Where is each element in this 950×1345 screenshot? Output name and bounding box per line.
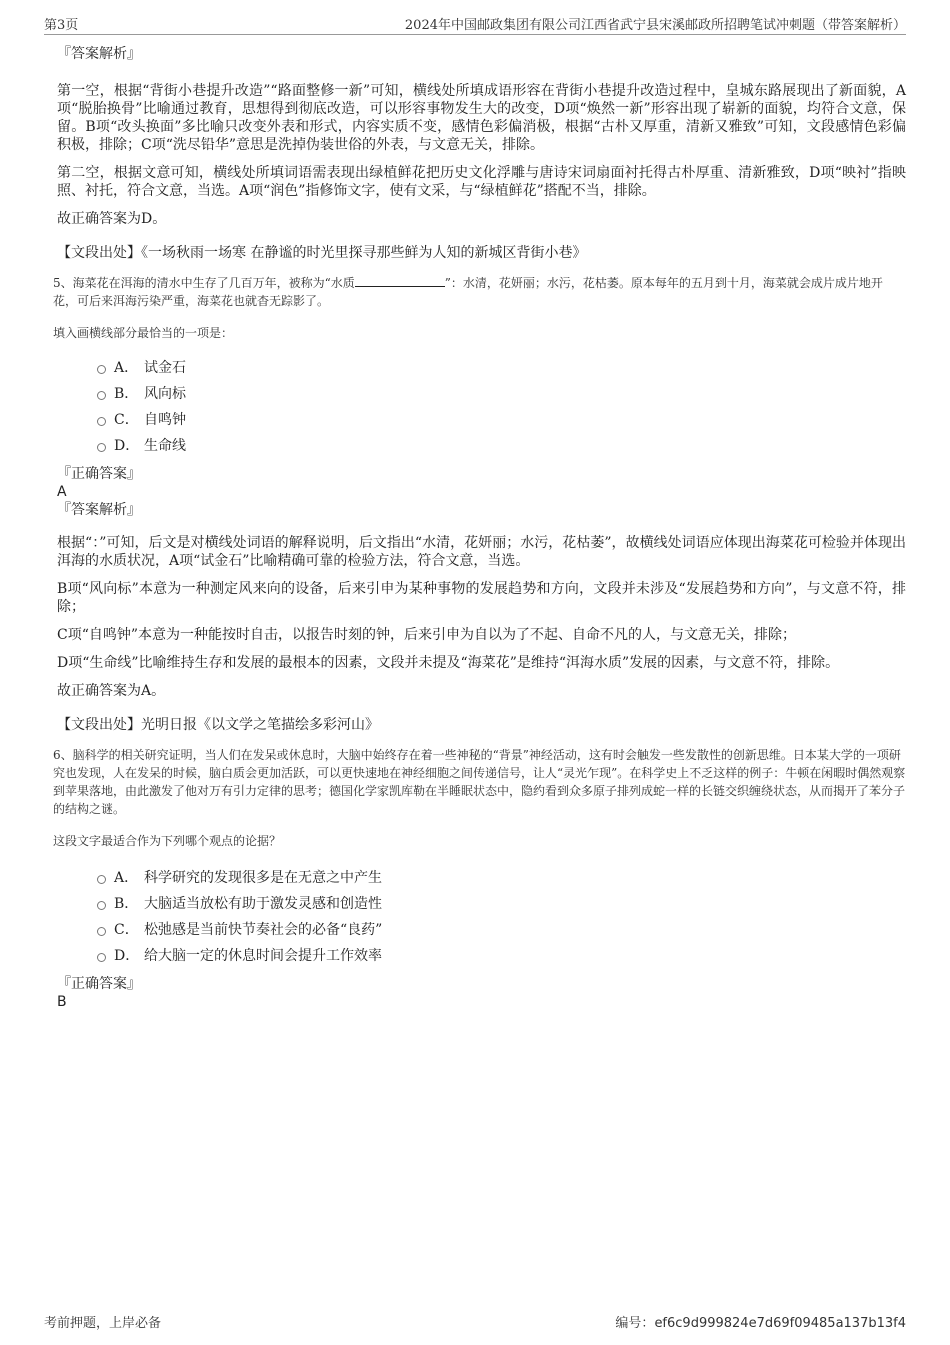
q5-answer-label: 『正确答案』	[57, 466, 141, 482]
q5-option-b[interactable]: B． 风向标	[97, 380, 906, 406]
q4-analysis-p2: 第二空，根据文意可知，横线处所填词语需表现出绿植鲜花把历史文化浮雕与唐诗宋词扇面衬托得古朴厚重、清新雅致，D项“映衬”指映照、衬托，符合文意，当选。A项“润色”指修饰文字，使有文采，与“绿植鲜花”搭配不当，排除。	[57, 165, 906, 199]
document-body	[53, 44, 906, 1010]
q5-option-d[interactable]: D． 生命线	[97, 432, 906, 458]
q5-stem: 5、海菜花在洱海的清水中生存了几百万年，被称为“水质 ”：水清，花妍丽；水污，花枯萎。原本每年的五月到十月，海菜就会成片成片地开花，可后来洱海污染严重，海菜花也就杳无踪影了。	[53, 276, 883, 308]
q5-analysis-p1: 根据“：”可知，后文是对横线处词语的解释说明，后文指出“水清，花妍丽；水污，花枯萎”，故横线处词语应体现出海菜花可检验并体现出洱海的水质状况，A项“试金石”比喻精确可靠的检验方法，符合文意，当选。	[57, 535, 906, 569]
footer-code: 编号：ef6c9d999824e7d69f09485a137b13f4	[615, 1316, 906, 1331]
radio-icon[interactable]	[97, 365, 106, 374]
radio-icon[interactable]	[97, 875, 106, 884]
page-header	[44, 14, 906, 35]
q6-stem: 6、脑科学的相关研究证明，当人们在发呆或休息时，大脑中始终存在着一些神秘的“背景”神经活动，这有时会触发一些发散性的创新思维。日本某大学的一项研究也发现，人在发呆的时候，脑白质会更加活跃，可以更快速地在神经细胞之间传递信号，让人“灵光乍现”。在科学史上不乏这样的例子：牛顿在闲暇时偶然观察到苹果落地，由此激发了他对万有引力定律的思考；德国化学家凯库勒在半睡眠状态中，隐约看到众多原子排列成蛇一样的长链交织缠绕状态，从而揭开了苯分子的结构之谜。	[53, 748, 906, 816]
q5-option-a[interactable]: A． 试金石	[97, 354, 906, 380]
q6-answer: B	[57, 994, 67, 1010]
q6-option-d[interactable]: D． 给大脑一定的休息时间会提升工作效率	[97, 942, 906, 968]
q5-option-c[interactable]: C． 自鸣钟	[97, 406, 906, 432]
q6-option-b[interactable]: B． 大脑适当放松有助于激发灵感和创造性	[97, 890, 906, 916]
q4-analysis-label: 『答案解析』	[57, 46, 141, 62]
document-code: ef6c9d999824e7d69f09485a137b13f4	[654, 1316, 906, 1331]
q5-analysis-p4: D项“生命线”比喻维持生存和发展的最根本的因素，文段并未提及“海菜花”是维持“洱海水质”发展的因素，与文意不符，排除。	[57, 655, 840, 671]
q4-conclusion: 故正确答案为D。	[57, 211, 167, 227]
q6-prompt: 这段文字最适合作为下列哪个观点的论据？	[53, 834, 282, 848]
document-title: 2024年中国邮政集团有限公司江西省武宁县宋溪邮政所招聘笔试冲刺题（带答案解析）	[404, 18, 906, 33]
q5-prompt: 填入画横线部分最恰当的一项是：	[53, 326, 234, 340]
q5-blank	[355, 274, 445, 287]
radio-icon[interactable]	[97, 391, 106, 400]
radio-icon[interactable]	[97, 417, 106, 426]
q4-source: 【文段出处】《一场秋雨一场寒 在静谧的时光里探寻那些鲜为人知的新城区背街小巷》	[57, 245, 587, 261]
q5-analysis-label: 『答案解析』	[57, 502, 141, 518]
radio-icon[interactable]	[97, 953, 106, 962]
q6-options	[97, 864, 906, 968]
radio-icon[interactable]	[97, 927, 106, 936]
q6-answer-label: 『正确答案』	[57, 976, 141, 992]
page-number: 第3页	[44, 18, 79, 33]
q5-source: 【文段出处】光明日报《以文学之笔描绘多彩河山》	[57, 717, 379, 733]
q5-answer: A	[57, 484, 67, 500]
q5-conclusion: 故正确答案为A。	[57, 683, 166, 699]
q5-options	[97, 354, 906, 458]
q6-option-a[interactable]: A． 科学研究的发现很多是在无意之中产生	[97, 864, 906, 890]
q5-analysis-p2: B项“风向标”本意为一种测定风来向的设备，后来引申为某种事物的发展趋势和方向，文段并未涉及“发展趋势和方向”，与文意不符，排除；	[57, 581, 906, 615]
radio-icon[interactable]	[97, 443, 106, 452]
q6-option-c[interactable]: C． 松弛感是当前快节奏社会的必备“良药”	[97, 916, 906, 942]
q5-analysis-p3: C项“自鸣钟”本意为一种能按时自击，以报告时刻的钟，后来引申为自以为了不起、自命不凡的人，与文意无关，排除；	[57, 627, 797, 643]
page-footer	[44, 1312, 906, 1332]
radio-icon[interactable]	[97, 901, 106, 910]
footer-slogan: 考前押题，上岸必备	[44, 1316, 162, 1331]
q4-analysis-p1: 第一空，根据“背街小巷提升改造”“路面整修一新”可知，横线处所填成语形容在背街小巷提升改造过程中，皇城东路展现出了新面貌，A项“脱胎换骨”比喻通过教育，思想得到彻底改造，可以形容事物发生大的改变，D项“焕然一新”形容出现了崭新的面貌，均符合文意，保留。B项“改头换面”多比喻只改变外表和形式，内容实质不变，感情色彩偏消极，根据“古朴又厚重，清新又雅致”可知，文段感情色彩偏积极，排除；C项“洗尽铅华”意思是洗掉伪装世俗的外表，与文意无关，排除。	[57, 83, 906, 153]
